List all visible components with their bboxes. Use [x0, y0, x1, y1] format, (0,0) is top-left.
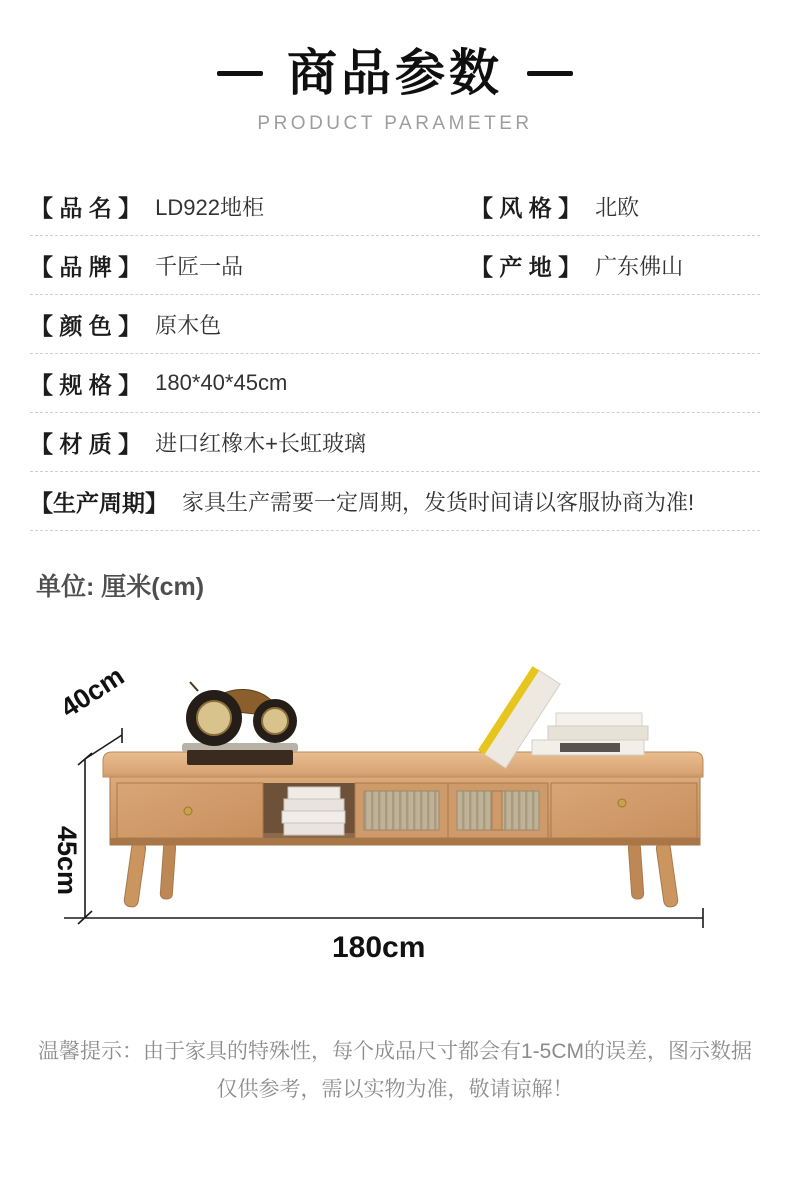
param-row-material — [30, 413, 760, 472]
drawer-knob — [618, 799, 626, 807]
param-value: 广东佛山 — [595, 253, 684, 279]
param-label: 【 产 地 】 — [470, 253, 582, 280]
param-row-size — [30, 354, 760, 413]
product-figure — [0, 637, 790, 977]
width-dimension-label: 180cm — [332, 931, 426, 964]
motorcycle-clock-decor — [182, 682, 298, 765]
title-left-dash — [217, 71, 263, 76]
param-label: 【 品 名 】 — [30, 194, 142, 221]
param-cell — [30, 485, 695, 518]
param-value: 原木色 — [155, 312, 222, 338]
cabinet-body — [103, 752, 703, 908]
depth-dimension-label: 40cm — [55, 660, 130, 724]
param-cell — [30, 367, 470, 400]
title-right-dash — [527, 71, 573, 76]
param-label: 【 颜 色 】 — [30, 312, 142, 339]
param-cell — [470, 249, 760, 282]
param-cell — [470, 190, 760, 223]
notice-line-1: 温馨提示：由于家具的特殊性，每个成品尺寸都会有1-5CM的误差，图示数据 — [37, 1040, 752, 1063]
param-value: 家具生产需要一定周期，发货时间请以客服协商为准! — [182, 489, 695, 515]
param-label: 【生产周期】 — [30, 489, 168, 516]
header — [0, 0, 790, 135]
unit-label: 单位: 厘米(cm) — [36, 573, 205, 601]
param-row-name-style — [30, 177, 760, 236]
notice-line-2: 仅供参考，需以实物为准，敬请谅解！ — [216, 1078, 574, 1101]
warm-tip-notice — [0, 1033, 790, 1109]
page-subtitle: PRODUCT PARAMETER — [257, 113, 533, 134]
param-value: 进口红橡木+长虹玻璃 — [155, 430, 367, 456]
param-row-brand-origin — [30, 236, 760, 295]
param-value: 北欧 — [595, 194, 640, 220]
param-value: 千匠一品 — [155, 253, 244, 279]
parameter-table — [30, 177, 760, 531]
books-decor — [478, 666, 648, 768]
height-dimension-label: 45cm — [52, 825, 83, 896]
param-row-production-cycle — [30, 472, 760, 531]
param-value: LD922地柜 — [155, 194, 265, 220]
storage-boxes-decor — [282, 787, 345, 835]
param-cell — [30, 190, 470, 223]
param-row-color — [30, 295, 760, 354]
drawer-knob — [184, 807, 192, 815]
param-label: 【 风 格 】 — [470, 194, 582, 221]
param-label: 【 品 牌 】 — [30, 253, 142, 280]
page-title: 商品参数 — [287, 45, 503, 101]
param-cell — [30, 308, 470, 341]
param-label: 【 规 格 】 — [30, 371, 142, 398]
param-label: 【 材 质 】 — [30, 430, 142, 457]
title-row — [0, 46, 790, 101]
param-value: 180*40*45cm — [155, 370, 288, 395]
param-cell — [30, 426, 470, 459]
param-cell — [30, 249, 470, 282]
